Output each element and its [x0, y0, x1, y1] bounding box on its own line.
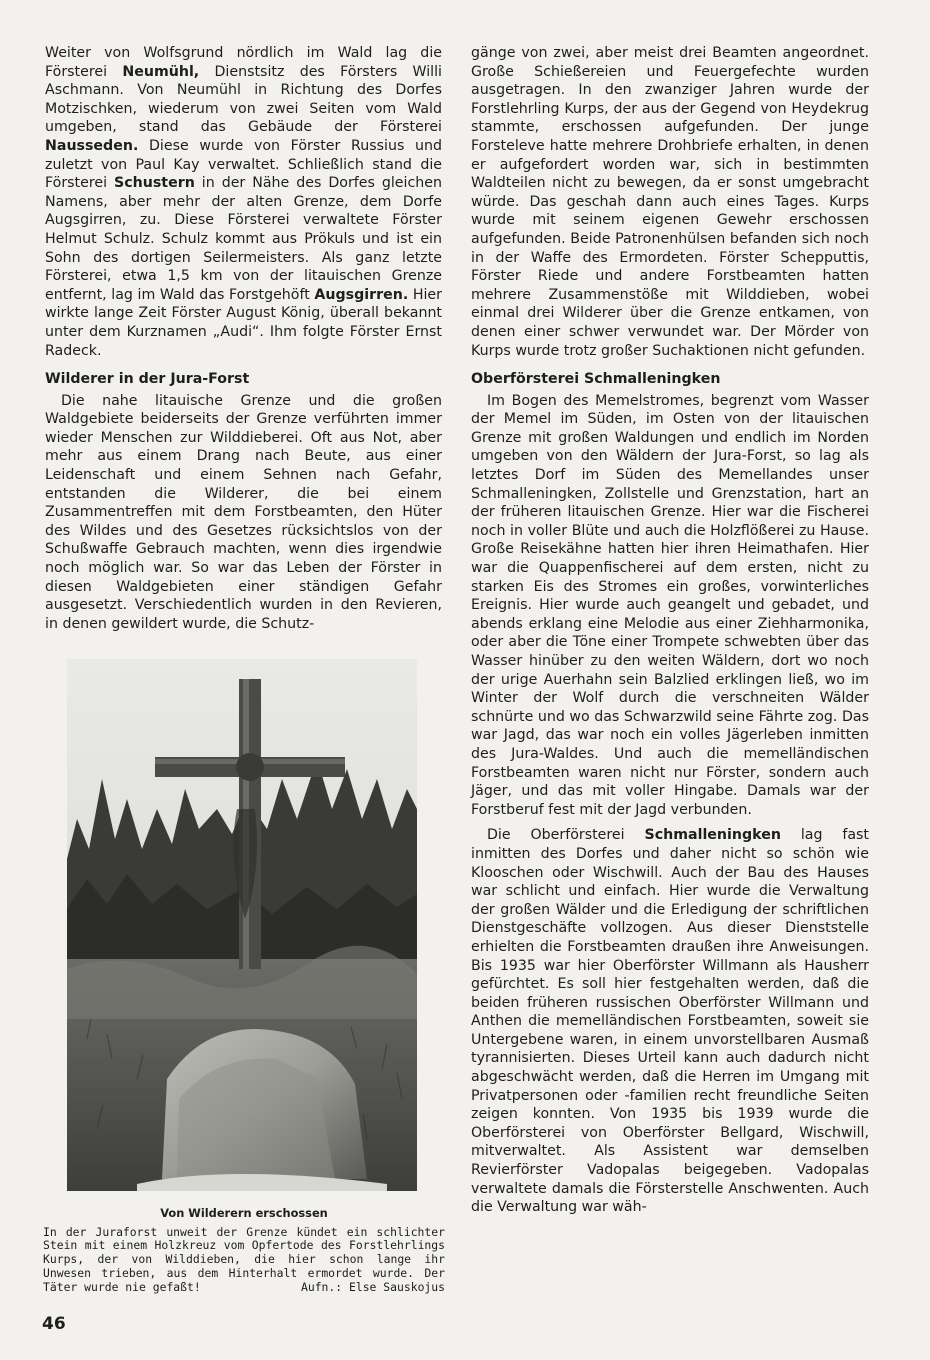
caption-text: In der Juraforst unweit der Grenze kündet ein schlichter Stein mit einem Holzkreuz vom Opfertode des Forstlehrlings Kurps, der von Wilddieben, die hier schon lange ihr Unwesen trieben, aus dem Hinterhalt ermordet wurde. Der Täter wurde nie gefaßt! [43, 1224, 445, 1294]
right-paragraph-3: Die Oberförsterei Schmalleningken lag fast inmitten des Dorfes und daher nicht so schön wie Klooschen oder Wischwill. Auch der Bau des Hauses war schlicht und einfach. Hier wurde die Verwaltung der großen Wälder und die Erledigung der schriftlichen Dienstgeschäfte vollzogen. Aus dieser Dienststelle erhielten die Forstbeamten draußen ihre Anweisungen. Bis 1935 war hier Oberförster Willmann als Hausherr gefürchtet. Es soll hier festgehalten werden, daß die beiden früheren russischen Oberförster Willmann und Anthen die memelländischen Forstbeamten, soweit sie Untergebene waren, in einem unvorstellbaren Ausmaß tyrannisierten. Dieses Urteil kann auch dadurch nicht abgeschwächt werden, daß die Herren im Umgang mit Privatpersonen oder -familien recht freundliche Seiten zeigen konnten. Von 1935 bis 1939 wurde die Oberförsterei von Oberförster Bellgard, Wischwill, mitverwaltet. Als Assistent war demselben Revierförster Vadopalas beigegeben. Vadopalas verwaltete damals die Försterstelle Anschwenten. Auch die Verwaltung war wäh- [471, 827, 869, 1216]
section-heading-schmalleningken: Oberförsterei Schmalleningken [471, 371, 721, 388]
memorial-cross-photo [67, 659, 417, 1191]
caption-body [43, 1226, 445, 1295]
section-heading-wilderer: Wilderer in der Jura-Forst [45, 371, 250, 388]
right-paragraph-2: Im Bogen des Memelstromes, begrenzt vom Wasser der Memel im Süden, im Osten von der litauischen Grenze mit großen Waldungen und endlich im Norden umgeben von den Wäldern der Jura-Forst, so lag als letztes Dorf im Süden des Memellandes unser Schmalleningken, Zollstelle und Grenzstation, hart an der früheren litauischen Grenze. Hier war die Fischerei noch in voller Blüte und auch die Holzflößerei zu Hause. Große Reisekähne hatten hier ihren Heimathafen. Hier war die Quappenfischerei auf dem ersten, nicht zu starken Eis des Stromes ein großes, vorwinterliches Ereignis. Hier wurde auch geangelt und gebadet, und abends erklang eine Melodie aus einer Ziehharmonika, oder aber die Töne einer Trompete schwebten über das Wasser hinüber zu den weiten Wäldern, dort wo noch der urige Auerhahn sein Balzlied erklingen ließ, wo im Winter der Wolf durch die verschneiten Wälder schnürte und wo das Schwarzwild seine Fährte zog. Das war Jagd, das war noch ein volles Jägerleben inmitten des Jura-Waldes. Und auch die memelländischen Forstbeamten waren nicht nur Förster, sondern auch Jäger, und das mit voller Hingabe. Damals war der Forstberuf fest mit der Jagd verbunden. [471, 392, 869, 818]
bold-place-name: Neumühl, [122, 63, 200, 80]
bold-place-name: Augsgirren. [314, 286, 409, 303]
left-paragraph-2: Die nahe litauische Grenze und die großen Waldgebiete beiderseits der Grenze verführten immer wieder Menschen zur Wilddieberei. Oft aus Not, aber mehr aus einem Drang nach Beute, aus einer Leidenschaft und einem Sehnen nach Gefahr, entstanden die Wilderer, die bei einem Zusammentreffen mit dem Forstbeamten, den Hüter des Wildes und des Gesetzes rücksichtslos von der Schußwaffe Gebrauch machten, wenn dies irgendwie noch möglich war. So war das Leben der Förster in diesen Waldgebieten einer ständigen Gefahr ausgesetzt. Verschiedentlich wurden in den Revieren, in denen gewildert wurde, die Schutz- [45, 392, 442, 632]
left-column [45, 44, 442, 633]
right-column [471, 44, 869, 1217]
photo-credit: Aufn.: Else Sauskojus [300, 1279, 445, 1294]
bold-place-name: Schmalleningken [644, 827, 781, 844]
left-paragraph-1: Weiter von Wolfsgrund nördlich im Wald lag die Försterei Neumühl, Dienstsitz des Försters Willi Aschmann. Von Neumühl in Richtung des Dorfes Motzischken, wiederum von zwei Seiten vom Wald umgeben, stand das Gebäude der Försterei Nausseden. Diese wurde von Förster Russius und zuletzt von Paul Kay verwaltet. Schließlich stand die Försterei Schustern in der Nähe des Dorfes gleichen Namens, aber mehr der alten Grenze, dem Dorfe Augsgirren, zu. Diese Försterei verwaltete Förster Helmut Schulz. Schulz kommt aus Prökuls und ist ein Sohn des dortigen Seilermeisters. Als ganz letzte Försterei, etwa 1,5 km von der litauischen Grenze entfernt, lag im Wald das Forstgehöft Augsgirren. Hier wirkte lange Zeit Förster August König, überall bekannt unter dem Kurznamen „Audi“. Ihm folgte Förster Ernst Radeck. [45, 45, 442, 359]
bold-place-name: Nausseden. [45, 137, 139, 154]
right-paragraph-1: gänge von zwei, aber meist drei Beamten angeordnet. Große Schießereien und Feuergefechte wurden ausgetragen. In den zwanziger Jahren wurde der Forstlehrling Kurps, der aus der Gegend von Heydekrug stammte, erschossen aufgefunden. Der junge Forsteleve hatte mehrere Drohbriefe erhalten, in denen er aufgefordert worden war, sich in bestimmten Waldteilen nicht zu bewegen, da er sonst umgebracht würde. Das geschah dann auch eines Tages. Kurps wurde mit seinem eigenen Gewehr erschossen aufgefunden. Beide Patronenhülsen befanden sich noch in der Waffe des Ermordeten. Förster Schepputtis, Förster Riede und andere Forstbeamten hatten mehrere Zusammenstöße mit Wilddieben, wobei einmal drei Wilderer über die Grenze entkamen, von denen einer schwer verwundet war. Der Mörder von Kurps wurde trotz großer Suchaktionen nicht gefunden. [471, 45, 869, 359]
bold-place-name: Schustern [114, 175, 195, 192]
caption-title: Von Wilderern erschossen [160, 1206, 328, 1220]
page-number: 46 [42, 1314, 66, 1334]
photo-caption [43, 1207, 445, 1294]
